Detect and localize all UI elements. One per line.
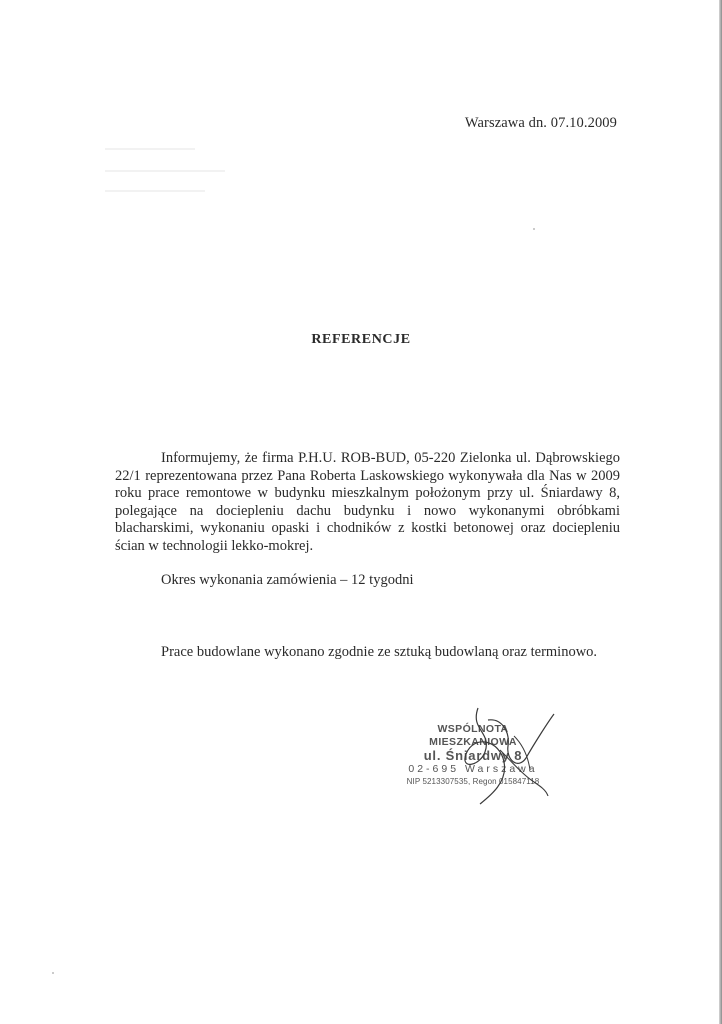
body-paragraph-2: Okres wykonania zamówienia – 12 tygodni — [161, 572, 414, 588]
stamp-line-nip: NIP 5213307535, Regon 015847118 — [406, 777, 540, 786]
body-paragraph-1: Informujemy, że firma P.H.U. ROB-BUD, 05-220 Zielonka ul. Dąbrowskiego 22/1 reprezentowana przez Pana Roberta Laskowskiego wykonywała dla Nas w 2009 roku prace remontowe w budynku mieszkalnym położonym przy ul. Śniardawy 8, polegające na dociepleniu dachu budynku i nowo wykonanymi obróbkami blacharskimi, wykonaniu opaski i chodników z kostki betonowej oraz dociepleniu ścian w technologii lekko-mokrej. — [115, 450, 620, 554]
handwritten-signature — [430, 700, 570, 810]
faded-address-line — [105, 148, 195, 150]
faded-address-line — [105, 170, 225, 172]
scan-speck — [52, 972, 54, 974]
faded-address-line — [105, 190, 205, 192]
stamp-line-street: ul. Śniardwy 8 — [423, 748, 523, 763]
stamp-line-name: WSPÓLNOTA MIESZKANIOWA — [429, 723, 517, 748]
body-paragraph-3: Prace budowlane wykonano zgodnie ze sztuką budowlaną oraz terminowo. — [161, 644, 598, 660]
stamp-line-city: 02-695 Warszawa — [408, 763, 538, 775]
letter-date: Warszawa dn. 07.10.2009 — [464, 115, 617, 131]
letter-title: REFERENCJE — [311, 332, 411, 347]
scan-speck — [533, 228, 535, 230]
